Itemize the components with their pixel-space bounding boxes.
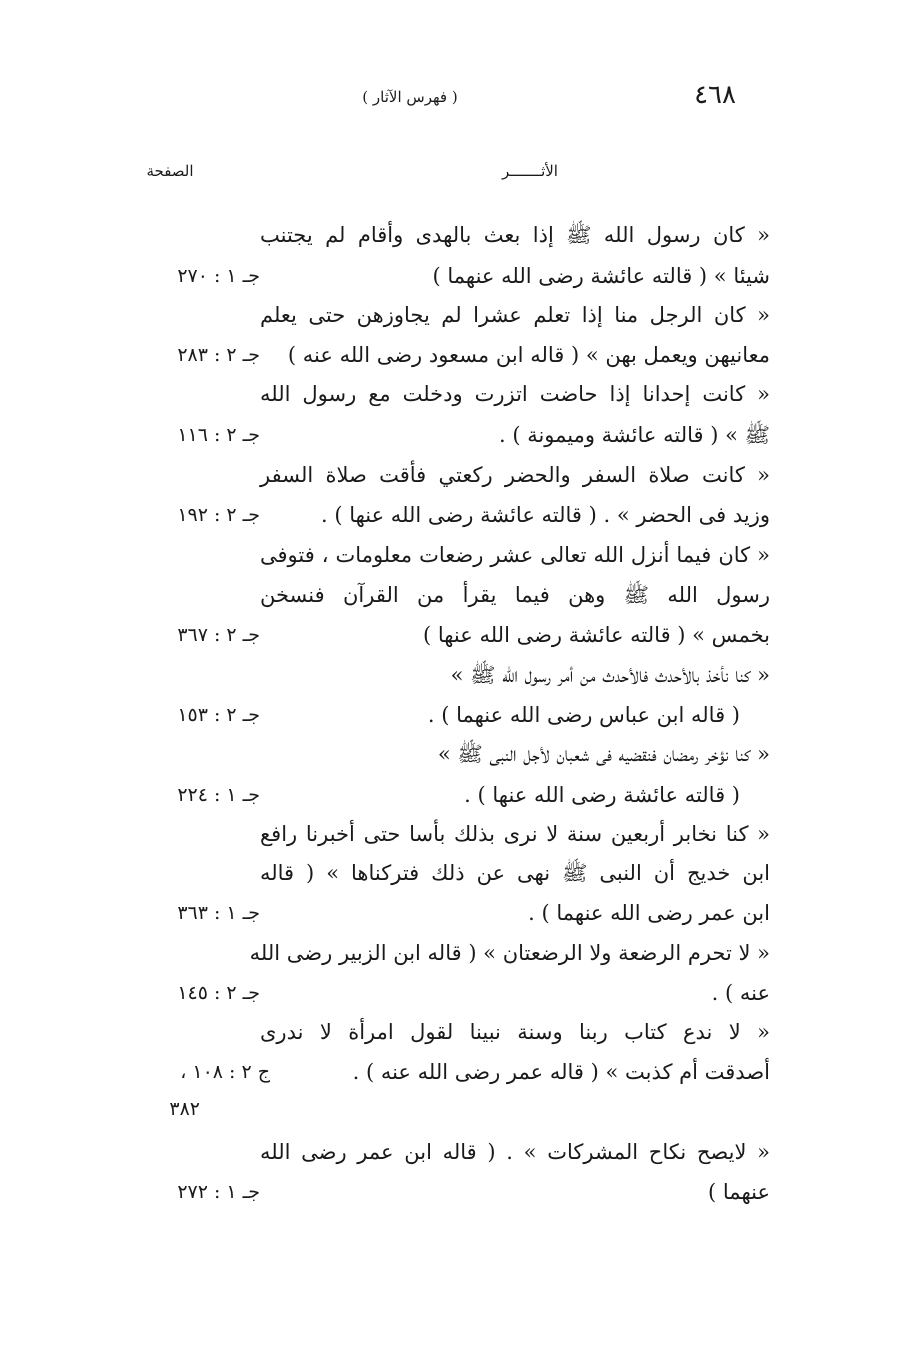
entry-line: « كنا نأخذ بالأحدث فالأحدث من أمر رسول الله ﷺ » <box>450 663 770 687</box>
entry-page-ref: ج ٢ : ١٠٨ ، <box>180 1061 270 1083</box>
entry-page-ref-continued: ٣٨٢ <box>169 1098 200 1120</box>
entry-line: شيئا » ( قالته عائشة رضى الله عنهما ) <box>432 264 770 288</box>
entry-line: « لا ندع كتاب ربنا وسنة نبينا لقول امرأة لا ندرى <box>260 1020 770 1044</box>
entry-line: « كان فيما أنزل الله تعالى عشر رضعات معلومات ، فتوفى <box>260 543 770 567</box>
entry-line: « كان رسول الله ﷺ إذا بعث بالهدى وأقام لم يجتنب <box>260 223 770 247</box>
entry-line: « لايصح نكاح المشركات » . ( قاله ابن عمر رضى الله <box>260 1140 770 1164</box>
entry-line: عنه ) . <box>711 981 770 1005</box>
entry-line: « كنا نؤخر رمضان فنقضيه فى شعبان لأجل النبى ﷺ » <box>437 742 770 766</box>
column-header-page: الصفحة <box>146 162 194 180</box>
entry-line: « كانت صلاة السفر والحضر ركعتي فأقت صلاة السفر <box>260 463 770 487</box>
entry-page-ref: جـ ١ : ٢٢٤ <box>177 784 260 806</box>
entry-line: ابن خديج أن النبى ﷺ نهى عن ذلك فتركناها » ( قاله <box>260 861 770 885</box>
entry-page-ref: جـ ٢ : ١١٦ <box>177 424 260 446</box>
entry-line: رسول الله ﷺ وهن فيما يقرأ من القرآن فنسخن <box>260 583 770 607</box>
entry-line: « كانت إحدانا إذا حاضت اتزرت ودخلت مع رسول الله <box>260 382 770 406</box>
entry-line: « كان الرجل منا إذا تعلم عشرا لم يجاوزهن حتى يعلم <box>260 303 770 327</box>
entry-line: ( قاله ابن عباس رضى الله عنهما ) . <box>427 703 740 727</box>
entry-page-ref: جـ ١ : ٢٧٢ <box>177 1181 260 1203</box>
entry-page-ref: جـ ٢ : ١٩٢ <box>177 504 260 526</box>
entry-page-ref: جـ ٢ : ٢٨٣ <box>177 344 260 366</box>
entry-page-ref: جـ ١ : ٣٦٣ <box>177 902 260 924</box>
page-number: ٤٦٨ <box>694 80 736 110</box>
entry-line: بخمس » ( قالته عائشة رضى الله عنها ) <box>422 623 770 647</box>
running-title: ( فهرس الآثار ) <box>362 88 458 106</box>
entry-line: وزيد فى الحضر » . ( قالته عائشة رضى الله عنها ) . <box>320 503 770 527</box>
entry-line: معانيهن ويعمل بهن » ( قاله ابن مسعود رضى الله عنه ) <box>287 343 770 367</box>
entry-page-ref: جـ ٢ : ١٤٥ <box>177 982 260 1004</box>
entry-line: « لا تحرم الرضعة ولا الرضعتان » ( قاله ابن الزبير رضى الله <box>249 941 770 965</box>
entry-page-ref: جـ ١ : ٢٧٠ <box>177 265 260 287</box>
entry-page-ref: جـ ٢ : ١٥٣ <box>177 704 260 726</box>
entry-line: أصدقت أم كذبت » ( قاله عمر رضى الله عنه ) . <box>352 1060 770 1084</box>
entry-line: ﷺ » ( قالته عائشة وميمونة ) . <box>498 423 770 447</box>
entry-line: ( قالته عائشة رضى الله عنها ) . <box>464 783 740 807</box>
entry-line: « كنا نخابر أربعين سنة لا نرى بذلك بأسا حتى أخبرنا رافع <box>260 822 770 846</box>
entry-line: عنهما ) <box>708 1180 770 1204</box>
column-header-athar: الأثـــــــر <box>502 162 558 180</box>
entry-line: ابن عمر رضى الله عنهما ) . <box>528 901 770 925</box>
entry-page-ref: جـ ٢ : ٣٦٧ <box>177 624 260 646</box>
